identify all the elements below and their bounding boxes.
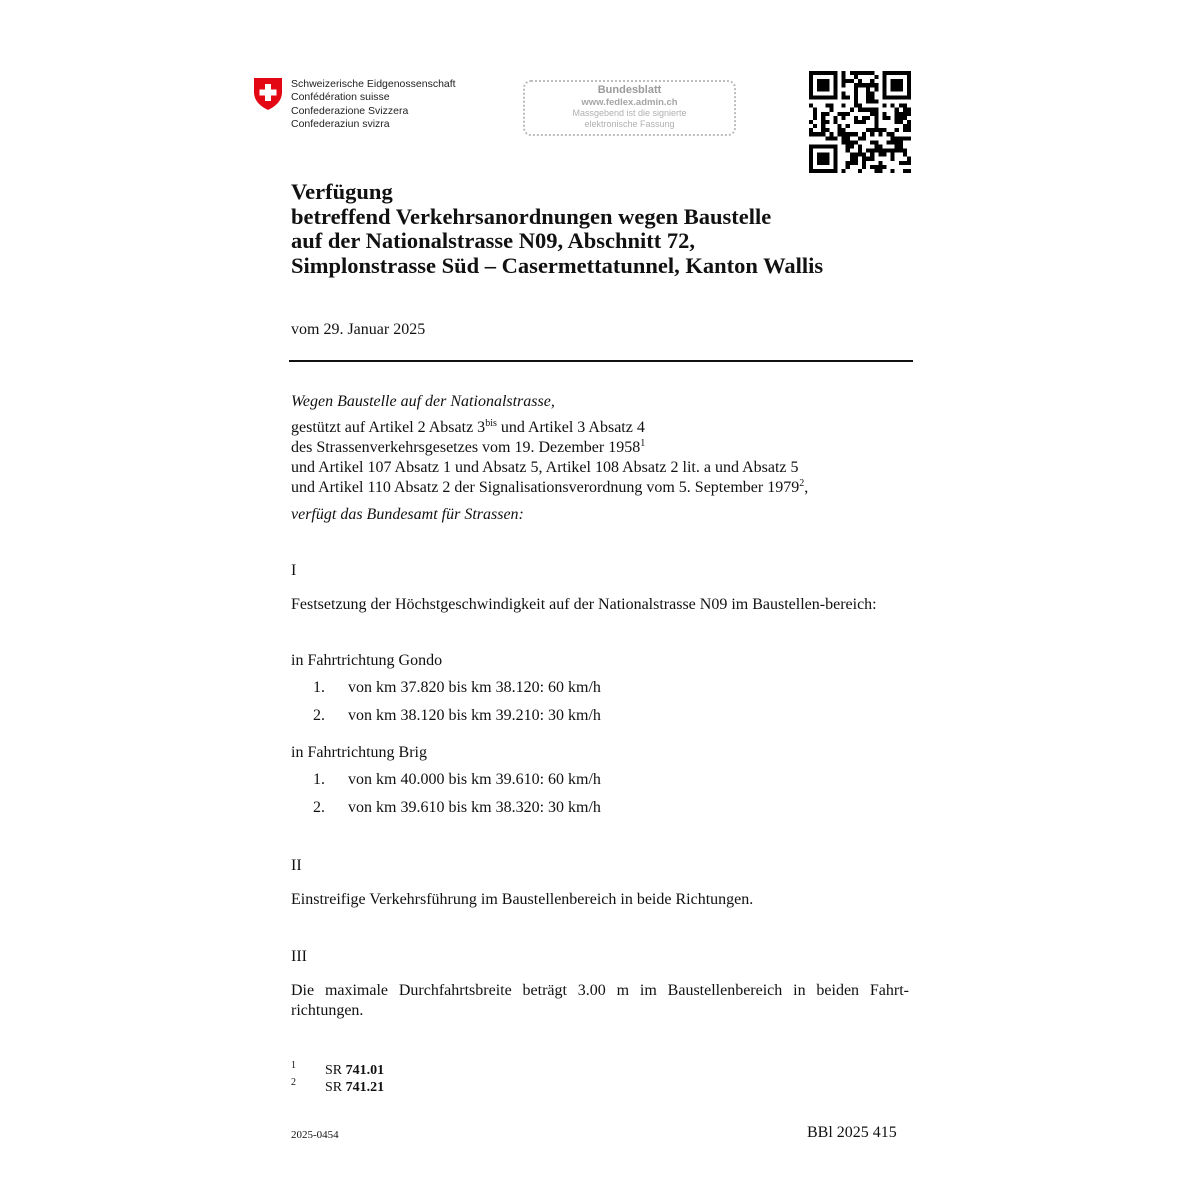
confederation-name-it: Confederazione Svizzera [291,104,409,117]
footnote-prefix: SR [325,1063,346,1078]
title-line-2: betreffend Verkehrsanordnungen wegen Baustelle [291,203,772,229]
list-item-number: 1. [313,679,325,696]
bundesblatt-stamp [523,80,736,136]
list-item-text: von km 38.120 bis km 39.210: 30 km/h [348,707,601,724]
preamble-line-2-text: des Strassenverkehrsgesetzes vom 19. Dezember 1958 [291,439,641,456]
preamble-line-1-sup: bis [485,418,497,429]
confederation-names [291,78,456,131]
section-3-text: Die maximale Durchfahrtsbreite beträgt 3.00 m im Baustellenbereich in beiden Fahrt-richtungen. [291,982,909,1019]
preamble-line-1-a: gestützt auf Artikel 2 Absatz 3 [291,419,486,436]
direction-brig-label: in Fahrtrichtung Brig [291,744,427,761]
footnote-ref: 741.01 [345,1063,385,1078]
preamble-line-1 [291,418,645,438]
preamble-line-2 [291,438,645,458]
direction-gondo-label: in Fahrtrichtung Gondo [291,652,443,669]
bbl-reference: BBl 2025 415 [807,1124,897,1141]
title-line-4: Simplonstrasse Süd – Casermettatunnel, Kanton Wallis [291,252,824,278]
section-1-numeral: I [291,562,297,579]
qr-code-icon [809,71,911,173]
confederation-name-rm: Confederaziun svizra [291,117,390,130]
title-line-3: auf der Nationalstrasse N09, Abschnitt 72, [291,228,695,254]
stamp-note-2: elektronische Fassung [584,119,675,129]
section-2-numeral: II [291,857,302,874]
confederation-name-fr: Confédération suisse [291,91,390,104]
title-line-1: Verfügung [291,179,393,204]
section-3-numeral: III [291,948,307,965]
preamble-line-4-text: und Artikel 110 Absatz 2 der Signalisationsverordnung vom 5. September 1979 [291,479,800,496]
title-divider [289,360,913,362]
stamp-url: www.fedlex.admin.ch [581,97,678,108]
list-item-number: 2. [313,799,325,816]
footnote-text [325,1080,384,1096]
stamp-note-1: Massgebend ist die signierte [572,108,687,118]
swiss-coat-of-arms-icon [253,77,283,111]
footnote-ref-1: 1 [640,438,646,449]
list-item-number: 1. [313,771,325,788]
footnote-ref: 741.21 [345,1080,385,1095]
footnote-ref-2: 2 [799,478,805,489]
document-number: 2025-0454 [291,1129,339,1141]
footnote-text [325,1063,384,1079]
list-item-number: 2. [313,707,325,724]
stamp-title: Bundesblatt [597,84,662,96]
preamble-line-1-b: und Artikel 3 Absatz 4 [496,419,645,436]
footnote-prefix: SR [325,1080,346,1095]
list-item-text: von km 39.610 bis km 38.320: 30 km/h [348,799,601,816]
preamble-line-3: und Artikel 107 Absatz 1 und Absatz 5, Artikel 108 Absatz 2 lit. a und Absatz 5 [291,459,799,476]
footnote-mark: 1 [291,1060,296,1071]
confederation-name-de: Schweizerische Eidgenossenschaft [291,78,456,90]
preamble-intro: Wegen Baustelle auf der Nationalstrasse, [291,393,555,410]
list-item-text: von km 37.820 bis km 38.120: 60 km/h [348,679,601,696]
footnote-mark: 2 [291,1077,296,1088]
preamble-decree: verfügt das Bundesamt für Strassen: [291,506,524,523]
preamble-line-4-end: , [804,479,809,496]
section-2-text: Einstreifige Verkehrsführung im Baustellenbereich in beide Richtungen. [291,891,754,908]
document-date: vom 29. Januar 2025 [291,321,426,338]
list-item-text: von km 40.000 bis km 39.610: 60 km/h [348,771,601,788]
document-title [291,180,823,278]
section-1-text: Festsetzung der Höchstgeschwindigkeit auf der Nationalstrasse N09 im Baustellen-bereich: [291,596,877,613]
preamble-line-4 [291,478,808,498]
